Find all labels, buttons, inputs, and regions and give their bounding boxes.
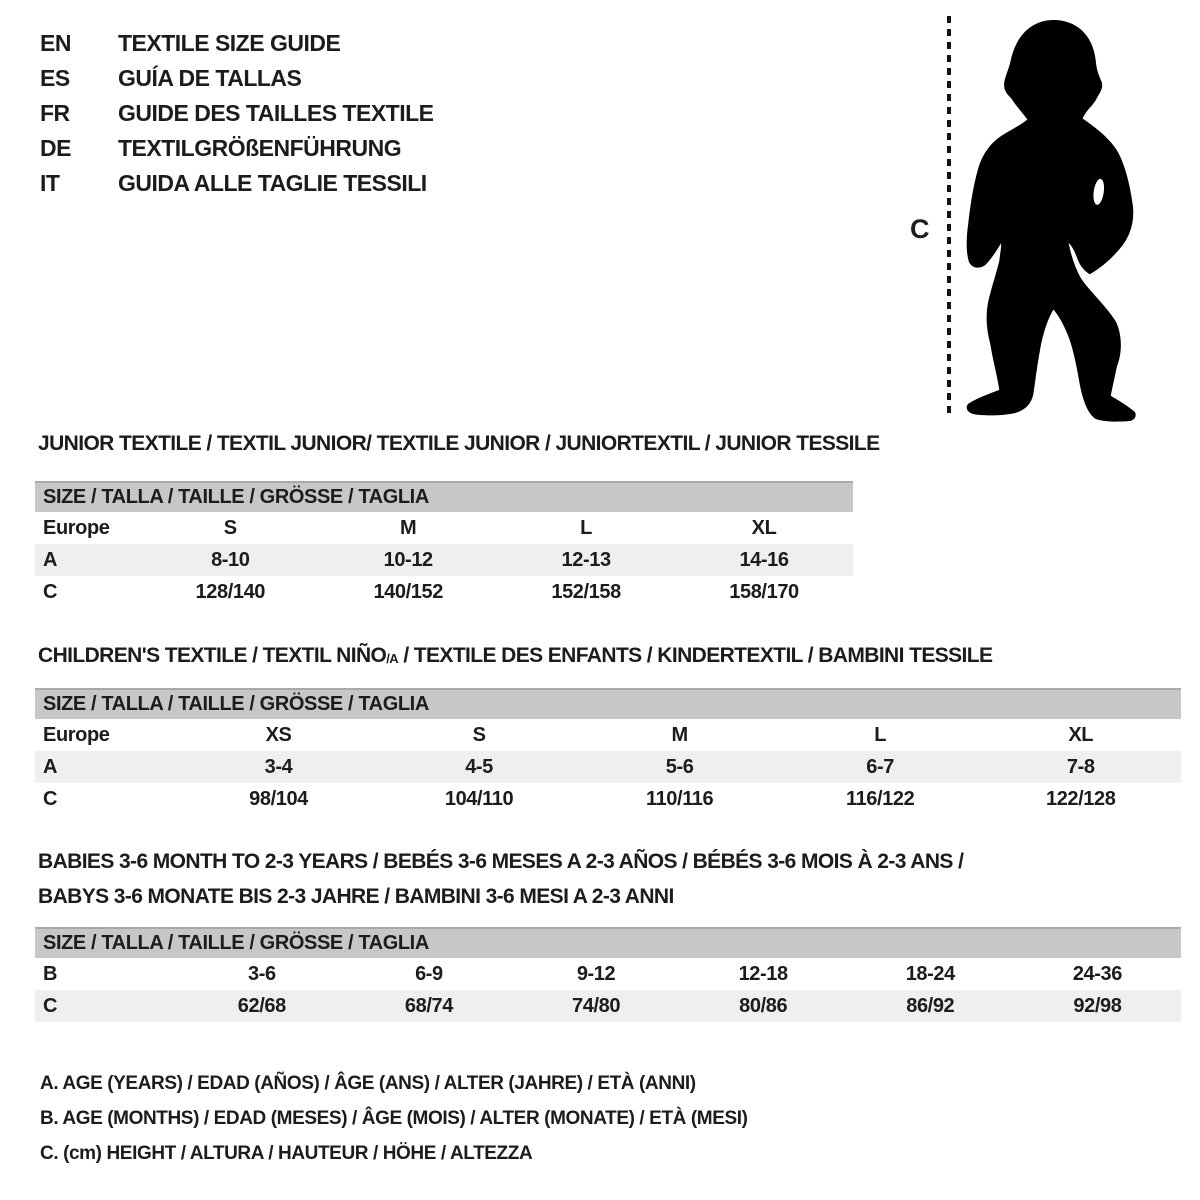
months-cell: 24-36	[1072, 962, 1122, 985]
children-size-table	[35, 688, 1181, 815]
language-code: IT	[40, 170, 60, 196]
language-title: GUIDE DES TAILLES TEXTILE	[118, 100, 434, 126]
age-cell: 14-16	[675, 544, 853, 576]
babies-size-table	[35, 927, 1181, 1022]
height-cell: 152/158	[551, 580, 621, 603]
junior-section-title: JUNIOR TEXTILE / TEXTIL JUNIOR/ TEXTILE JUNIOR / JUNIORTEXTIL / JUNIOR TESSILE	[38, 432, 880, 455]
height-cell: 86/92	[847, 990, 1014, 1022]
height-cell: 74/80	[513, 990, 680, 1022]
language-row-it	[40, 166, 434, 201]
size-header-row	[35, 482, 853, 512]
legend-height-cm: C. (cm) HEIGHT / ALTURA / HAUTEUR / HÖHE / ALTEZZA	[40, 1143, 533, 1164]
height-cell: 158/170	[729, 580, 799, 603]
children-title-sub: /A	[386, 651, 399, 666]
table-row-age	[35, 544, 853, 576]
language-list	[40, 26, 434, 201]
height-cell: 122/128	[1045, 787, 1116, 810]
height-cell: 98/104	[249, 787, 308, 810]
language-row-es	[40, 61, 434, 96]
table-row-height	[35, 990, 1181, 1022]
children-section-title	[38, 644, 992, 668]
table-row-height	[35, 576, 853, 608]
table-row-age	[35, 751, 1181, 783]
age-cell: 3-4	[178, 751, 379, 783]
row-label: Europe	[43, 723, 110, 746]
row-label: A	[35, 751, 178, 783]
age-cell: 4-5	[379, 751, 580, 783]
months-cell: 18-24	[905, 962, 955, 985]
table-row-europe	[35, 512, 853, 544]
height-cell: 68/74	[345, 990, 512, 1022]
language-row-en	[40, 26, 434, 61]
junior-size-table	[35, 481, 853, 608]
size-header-row	[35, 689, 1181, 719]
size-cell: XL	[751, 516, 777, 539]
age-cell: 8-10	[141, 544, 319, 576]
children-title-text: CHILDREN'S TEXTILE / TEXTIL NIÑO	[38, 644, 387, 667]
months-cell: 6-9	[415, 962, 443, 985]
language-code: ES	[40, 65, 70, 91]
row-label: A	[35, 544, 141, 576]
row-label: C	[43, 580, 58, 603]
legend	[40, 1066, 748, 1171]
height-cell: 80/86	[680, 990, 847, 1022]
size-cell: M	[671, 723, 688, 746]
height-cell: 110/116	[645, 787, 714, 810]
row-label: B	[43, 962, 58, 985]
height-measure-dashed-line	[947, 16, 951, 418]
age-cell: 7-8	[980, 751, 1181, 783]
size-cell: S	[223, 516, 237, 539]
age-cell: 12-13	[497, 544, 675, 576]
months-cell: 9-12	[576, 962, 616, 985]
language-code: EN	[40, 30, 71, 56]
legend-age-years: A. AGE (YEARS) / EDAD (AÑOS) / ÂGE (ANS) / ALTER (JAHRE) / ETÀ (ANNI)	[40, 1073, 696, 1094]
height-cell: 92/98	[1014, 990, 1181, 1022]
height-cell: 104/110	[444, 787, 514, 810]
size-header-row	[35, 928, 1181, 958]
babies-section-title-line1: BABIES 3-6 MONTH TO 2-3 YEARS / BEBÉS 3-6 MESES A 2-3 AÑOS / BÉBÉS 3-6 MOIS À 2-3 ANS /	[38, 850, 964, 873]
table-row-months	[35, 958, 1181, 990]
language-row-de	[40, 131, 434, 166]
babies-section-title-line2: BABYS 3-6 MONATE BIS 2-3 JAHRE / BAMBINI 3-6 MESI A 2-3 ANNI	[38, 885, 674, 908]
table-row-height	[35, 783, 1181, 815]
toddler-silhouette-icon	[964, 20, 1142, 422]
language-title: GUÍA DE TALLAS	[118, 65, 302, 91]
row-label: Europe	[43, 516, 110, 539]
language-row-fr	[40, 96, 434, 131]
table-row-europe	[35, 719, 1181, 751]
size-cell: L	[874, 723, 887, 746]
size-header-label: SIZE / TALLA / TAILLE / GRÖSSE / TAGLIA	[35, 928, 1181, 958]
months-cell: 3-6	[247, 962, 276, 985]
size-cell: XL	[1068, 723, 1094, 746]
children-title-text: / TEXTILE DES ENFANTS / KINDERTEXTIL / BAMBINI TESSILE	[398, 644, 993, 667]
age-cell: 6-7	[780, 751, 981, 783]
height-cell: 116/122	[845, 787, 915, 810]
height-cell: 140/152	[373, 580, 443, 603]
size-cell: M	[400, 516, 417, 539]
legend-age-months: B. AGE (MONTHS) / EDAD (MESES) / ÂGE (MOIS) / ALTER (MONATE) / ETÀ (MESI)	[40, 1108, 748, 1129]
height-measure-label: C	[910, 214, 930, 244]
row-label: C	[35, 990, 178, 1022]
size-header-label: SIZE / TALLA / TAILLE / GRÖSSE / TAGLIA	[35, 689, 1181, 719]
size-cell: L	[580, 516, 592, 539]
size-header-label: SIZE / TALLA / TAILLE / GRÖSSE / TAGLIA	[35, 482, 853, 512]
months-cell: 12-18	[738, 962, 788, 985]
language-code: DE	[40, 135, 71, 161]
size-cell: S	[472, 723, 486, 746]
size-cell: XS	[265, 723, 292, 746]
language-title: TEXTILE SIZE GUIDE	[118, 30, 341, 56]
height-cell: 62/68	[178, 990, 345, 1022]
row-label: C	[43, 787, 58, 810]
height-cell: 128/140	[195, 580, 266, 603]
language-code: FR	[40, 100, 70, 126]
language-title: GUIDA ALLE TAGLIE TESSILI	[118, 170, 427, 196]
age-cell: 10-12	[319, 544, 497, 576]
language-title: TEXTILGRÖßENFÜHRUNG	[118, 135, 402, 161]
age-cell: 5-6	[579, 751, 780, 783]
